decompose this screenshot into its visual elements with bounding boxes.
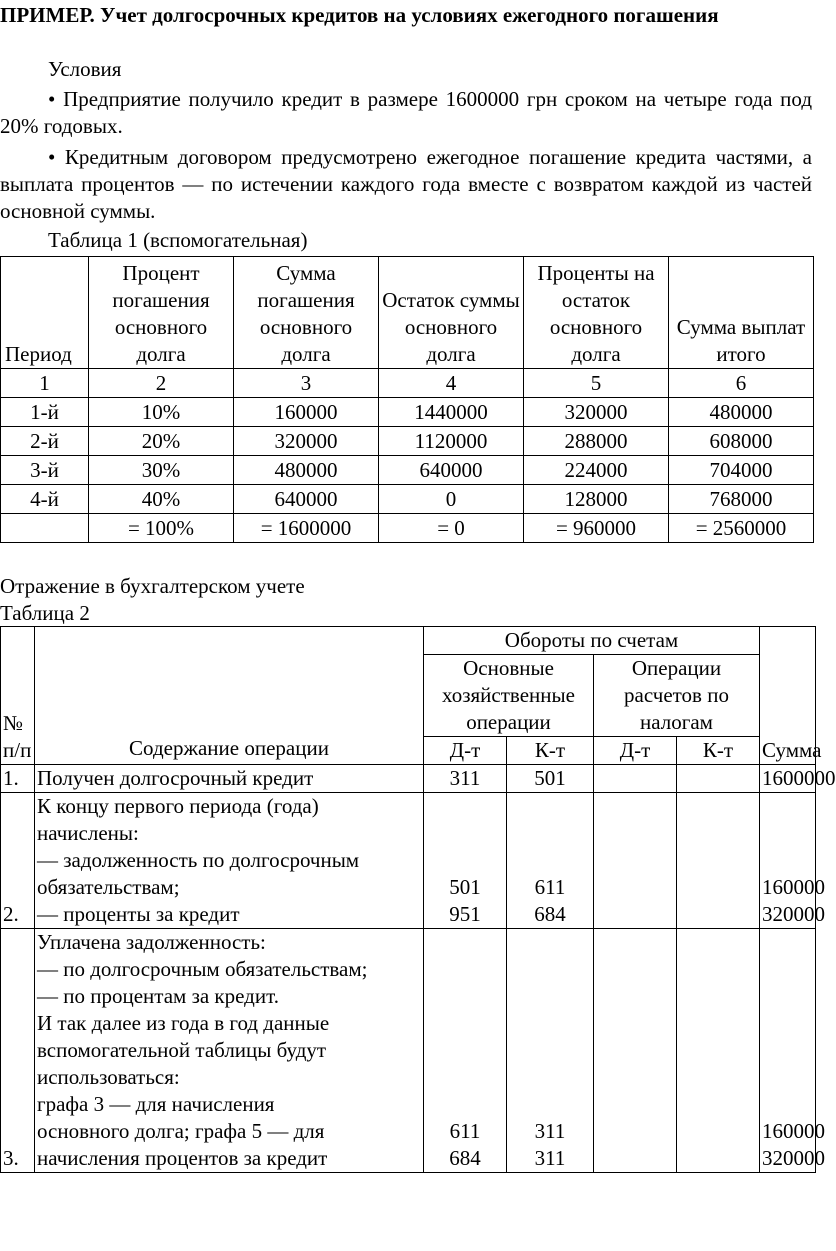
- table-row: [1, 793, 816, 929]
- table1-cell: 20%: [89, 427, 234, 456]
- operation-number: 2.: [1, 793, 35, 929]
- table1-caption: Таблица 1 (вспомогательная): [48, 228, 308, 252]
- debit-account-value: 501: [449, 875, 481, 899]
- page-title: ПРИМЕР. Учет долгосрочных кредитов на условиях ежегодного погашения: [0, 3, 719, 27]
- table1-cell: 704000: [669, 456, 814, 485]
- table1-cell: 640000: [379, 456, 524, 485]
- credit-account: [507, 929, 594, 1173]
- totals-row: [1, 514, 814, 543]
- table1-cell: 30%: [89, 456, 234, 485]
- credit-account-value: 611: [534, 875, 566, 899]
- debit-account: [424, 765, 507, 793]
- col-header-sum: Сумма: [760, 627, 816, 765]
- table1-cell: 480000: [669, 398, 814, 427]
- table1-cell: 608000: [669, 427, 814, 456]
- col-header-turnover: Обороты по счетам: [424, 627, 760, 655]
- accounting-entries-table: [0, 626, 836, 1173]
- operation-text-line: основного долга; графа 5 — для: [37, 1119, 325, 1143]
- table1-header-cell: Проценты на остаток основного долга: [524, 257, 669, 369]
- operation-text-line: использоваться:: [37, 1065, 180, 1089]
- debit-account: [424, 929, 507, 1173]
- conditions-label: Условия: [48, 57, 122, 81]
- operation-number: 3.: [1, 929, 35, 1173]
- table-row: [1, 398, 814, 427]
- table1-column-number: 4: [379, 369, 524, 398]
- tax-credit-cell: [677, 765, 760, 793]
- table1-cell: 320000: [234, 427, 379, 456]
- table1-column-number: 1: [1, 369, 89, 398]
- credit-account-value: 311: [534, 1146, 566, 1170]
- table1-header-cell: Сумма выплат итого: [669, 257, 814, 369]
- table1-cell: 768000: [669, 485, 814, 514]
- operation-text-line: обязательствам;: [37, 875, 180, 899]
- amount-value: 1600000: [762, 766, 836, 790]
- table1-cell: 1-й: [1, 398, 89, 427]
- amount: [760, 765, 836, 793]
- col-header-tax-operations: Операции расчетов по налогам: [594, 655, 760, 737]
- table1-header-cell: Остаток суммы основного долга: [379, 257, 524, 369]
- operation-text-line: начисления процентов за кредит: [37, 1146, 328, 1170]
- reflection-heading: Отражение в бухгалтерском учете: [0, 574, 305, 598]
- table1-total-cell: = 960000: [524, 514, 669, 543]
- operation-content: [35, 793, 424, 929]
- table1-cell: 1440000: [379, 398, 524, 427]
- amount: [760, 929, 825, 1173]
- operation-text-line: — по процентам за кредит.: [37, 984, 279, 1008]
- table1-total-cell: = 0: [379, 514, 524, 543]
- table1-total-cell: = 1600000: [234, 514, 379, 543]
- col-header-content: Содержание операции: [35, 627, 424, 765]
- col-header-tax-credit: К-т: [677, 737, 760, 765]
- table1-header-cell: Сумма погашения основного долга: [234, 257, 379, 369]
- debit-account-value: 684: [449, 1146, 481, 1170]
- debit-account-value: 611: [449, 1119, 481, 1143]
- table1-cell: 0: [379, 485, 524, 514]
- table-row: [1, 765, 816, 793]
- table1-total-cell: = 2560000: [669, 514, 814, 543]
- col-header-number: № п/п: [1, 627, 35, 765]
- tax-credit-cell: [677, 793, 760, 929]
- table2-caption: Таблица 2: [0, 601, 90, 625]
- operation-text-line: И так далее из года в год данные: [37, 1011, 330, 1035]
- operation-content: [35, 929, 424, 1173]
- debit-account-value: 311: [449, 766, 481, 790]
- debit-account: [424, 793, 507, 929]
- table1-total-cell: [1, 514, 89, 543]
- operation-text-line: Получен долгосрочный кредит: [37, 766, 314, 790]
- tax-debit-cell: [594, 793, 677, 929]
- table1-cell: 288000: [524, 427, 669, 456]
- table1-cell: 10%: [89, 398, 234, 427]
- credit-account-value: 684: [534, 902, 566, 926]
- operation-text-line: графа 3 — для начисления: [37, 1092, 275, 1116]
- operation-content: [35, 765, 424, 793]
- table-row: [1, 929, 816, 1173]
- table1-cell: 40%: [89, 485, 234, 514]
- table1-total-cell: = 100%: [89, 514, 234, 543]
- col-header-main-operations: Основные хозяйственные операции: [424, 655, 594, 737]
- table1-cell: 160000: [234, 398, 379, 427]
- condition-bullet-2: • Кредитным договором предусмотрено ежегодное погашение кредита частями, а выплата процентов — по истечении каждого года вместе с возвратом каждой из частей основной суммы.: [0, 145, 812, 223]
- table1-column-number: 5: [524, 369, 669, 398]
- operation-text-line: вспомогательной таблицы будут: [37, 1038, 327, 1062]
- table1-cell: 224000: [524, 456, 669, 485]
- amount-value: 320000: [762, 902, 825, 926]
- operation-text-line: — по долгосрочным обязательствам;: [37, 957, 368, 981]
- table1-column-number: 2: [89, 369, 234, 398]
- tax-debit-cell: [594, 765, 677, 793]
- amount-value: 160000: [762, 1119, 825, 1143]
- table1-cell: 4-й: [1, 485, 89, 514]
- credit-account: [507, 793, 594, 929]
- tax-credit-cell: [677, 929, 760, 1173]
- table1-cell: 2-й: [1, 427, 89, 456]
- operation-text-line: Уплачена задолженность:: [37, 930, 266, 954]
- table1-header-cell: Процент погашения основного долга: [89, 257, 234, 369]
- operation-number: 1.: [1, 765, 35, 793]
- operation-text-line: — задолженность по долгосрочным: [37, 848, 360, 872]
- table-row: [1, 485, 814, 514]
- table-row: [1, 427, 814, 456]
- operation-text-line: — проценты за кредит: [37, 902, 240, 926]
- table1-cell: 3-й: [1, 456, 89, 485]
- table1-column-number: 6: [669, 369, 814, 398]
- amount-value: 320000: [762, 1146, 825, 1170]
- debit-account-value: 951: [449, 902, 481, 926]
- amount-value: 160000: [762, 875, 825, 899]
- table1-cell: 640000: [234, 485, 379, 514]
- col-header-debit: Д-т: [424, 737, 507, 765]
- credit-account-value: 311: [534, 1119, 566, 1143]
- table1-header-cell: Период: [1, 257, 89, 369]
- amount: [760, 793, 825, 929]
- table1-cell: 128000: [524, 485, 669, 514]
- table1-cell: 320000: [524, 398, 669, 427]
- table1-cell: 480000: [234, 456, 379, 485]
- table1-cell: 1120000: [379, 427, 524, 456]
- operation-text-line: начислены:: [37, 821, 139, 845]
- col-header-tax-debit: Д-т: [594, 737, 677, 765]
- loan-schedule-table: [0, 256, 814, 543]
- credit-account: [507, 765, 594, 793]
- table-row: [1, 456, 814, 485]
- table1-column-number: 3: [234, 369, 379, 398]
- credit-account-value: 501: [534, 766, 566, 790]
- operation-text-line: К концу первого периода (года): [37, 794, 319, 818]
- col-header-credit: К-т: [507, 737, 594, 765]
- tax-debit-cell: [594, 929, 677, 1173]
- condition-bullet-1: • Предприятие получило кредит в размере 1600000 грн сроком на четыре года под 20% годовых.: [0, 87, 812, 138]
